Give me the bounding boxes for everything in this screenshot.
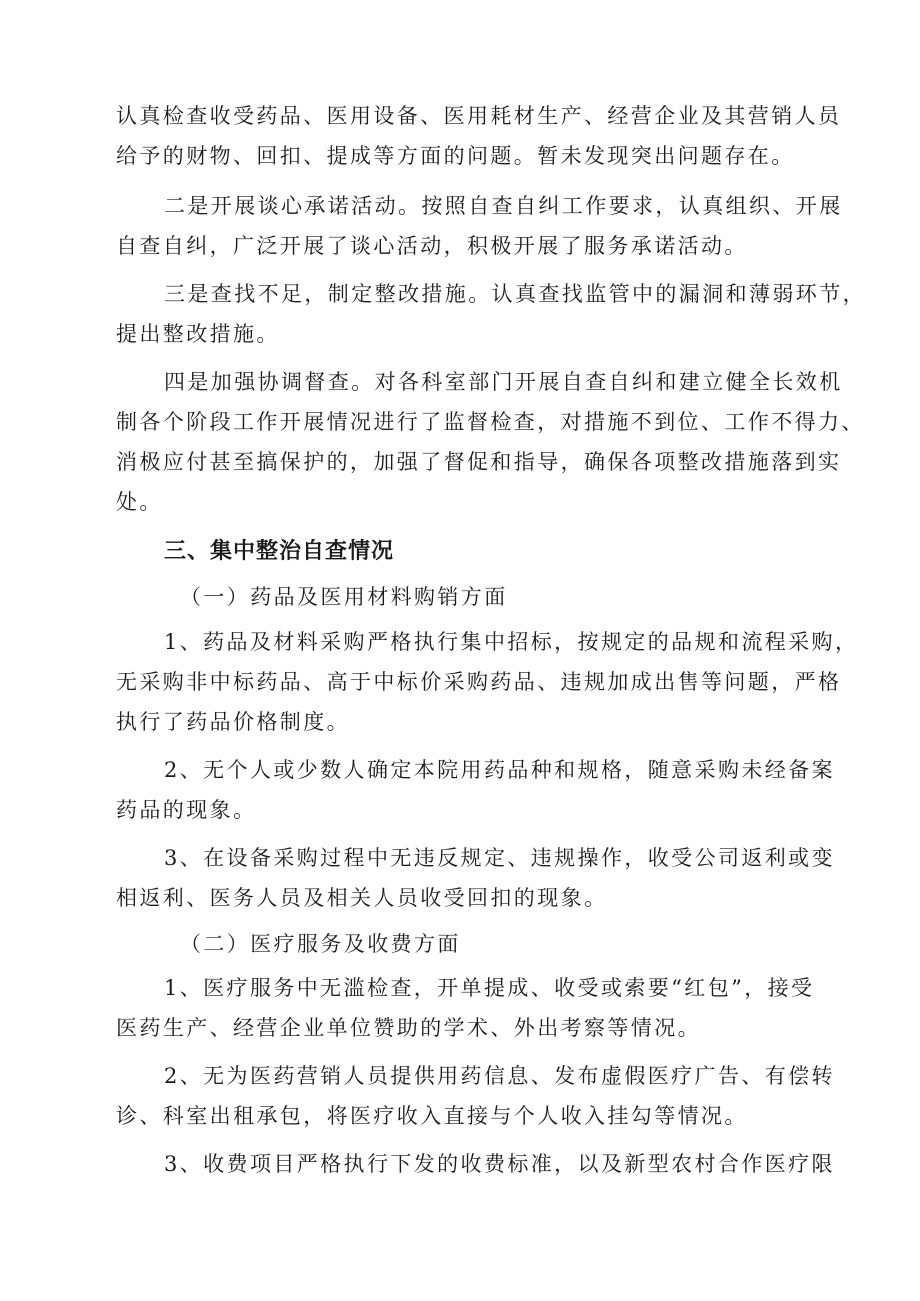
paragraph-find-shortcomings [116, 274, 866, 354]
text-line: （二）医疗服务及收费方面 [180, 932, 461, 956]
paragraph-item-1-1 [116, 622, 859, 742]
paragraph-item-2-2 [116, 1056, 835, 1136]
paragraph-item-2-3 [116, 1144, 835, 1184]
text-line: 药品的现象。 [116, 798, 257, 822]
text-line: 3、收费项目严格执行下发的收费标准，以及新型农村合作医疗限 [164, 1152, 835, 1176]
text-line: 医药生产、经营企业单位赞助的学术、外出考察等情况。 [116, 1016, 701, 1040]
subsection-heading-1 [116, 577, 828, 617]
text-line: 提出整改措施。 [116, 322, 280, 346]
text-line: 消极应付甚至搞保护的，加强了督促和指导，确保各项整改措施落到实 [116, 450, 842, 474]
text-line: 诊、科室出租承包，将医疗收入直接与个人收入挂勾等情况。 [116, 1104, 748, 1128]
text-line: 自查自纠，广泛开展了谈心活动，积极开展了服务承诺活动。 [116, 234, 748, 258]
text-line: 相返利、医务人员及相关人员收受回扣的现象。 [116, 886, 608, 910]
text-line: 给予的财物、回扣、提成等方面的问题。暂未发现突出问题存在。 [116, 144, 795, 168]
text-line: 执行了药品价格制度。 [116, 710, 350, 734]
text-line: 处。 [116, 490, 163, 514]
section-heading: 三、集中整治自查情况 [164, 539, 395, 564]
paragraph-item-1-3 [116, 838, 835, 918]
text-line: （一）药品及医用材料购销方面 [180, 585, 508, 609]
text-line: 1、医疗服务中无滥检查，开单提成、收受或索要“红包”，接受 [164, 976, 815, 1000]
subsection-heading-2 [116, 924, 828, 964]
paragraph-item-2-1 [116, 968, 828, 1048]
text-line: 二是开展谈心承诺活动。按照自查自纠工作要求，认真组织、开展 [164, 194, 843, 218]
text-line: 制各个阶段工作开展情况进行了监督检查，对措施不到位、工作不得力、 [116, 410, 865, 434]
paragraph-continued [116, 96, 842, 176]
paragraph-talk-commitment [116, 186, 843, 266]
text-line: 四是加强协调督查。对各科室部门开展自查自纠和建立健全长效机 [164, 370, 843, 394]
text-line: 无采购非中标药品、高于中标价采购药品、违规加成出售等问题，严格 [116, 670, 842, 694]
text-line: 3、在设备采购过程中无违反规定、违规操作，收受公司返利或变 [164, 846, 835, 870]
paragraph-item-1-2 [116, 750, 835, 830]
text-line: 2、无个人或少数人确定本院用药品种和规格，随意采购未经备案 [164, 758, 835, 782]
text-line: 1、药品及材料采购严格执行集中招标，按规定的品规和流程采购， [164, 630, 859, 654]
paragraph-supervision [116, 362, 865, 522]
text-line: 三是查找不足，制定整改措施。认真查找监管中的漏洞和薄弱环节， [164, 282, 866, 306]
text-line: 认真检查收受药品、医用设备、医用耗材生产、经营企业及其营销人员 [116, 104, 842, 128]
text-line: 2、无为医药营销人员提供用药信息、发布虚假医疗广告、有偿转 [164, 1064, 835, 1088]
